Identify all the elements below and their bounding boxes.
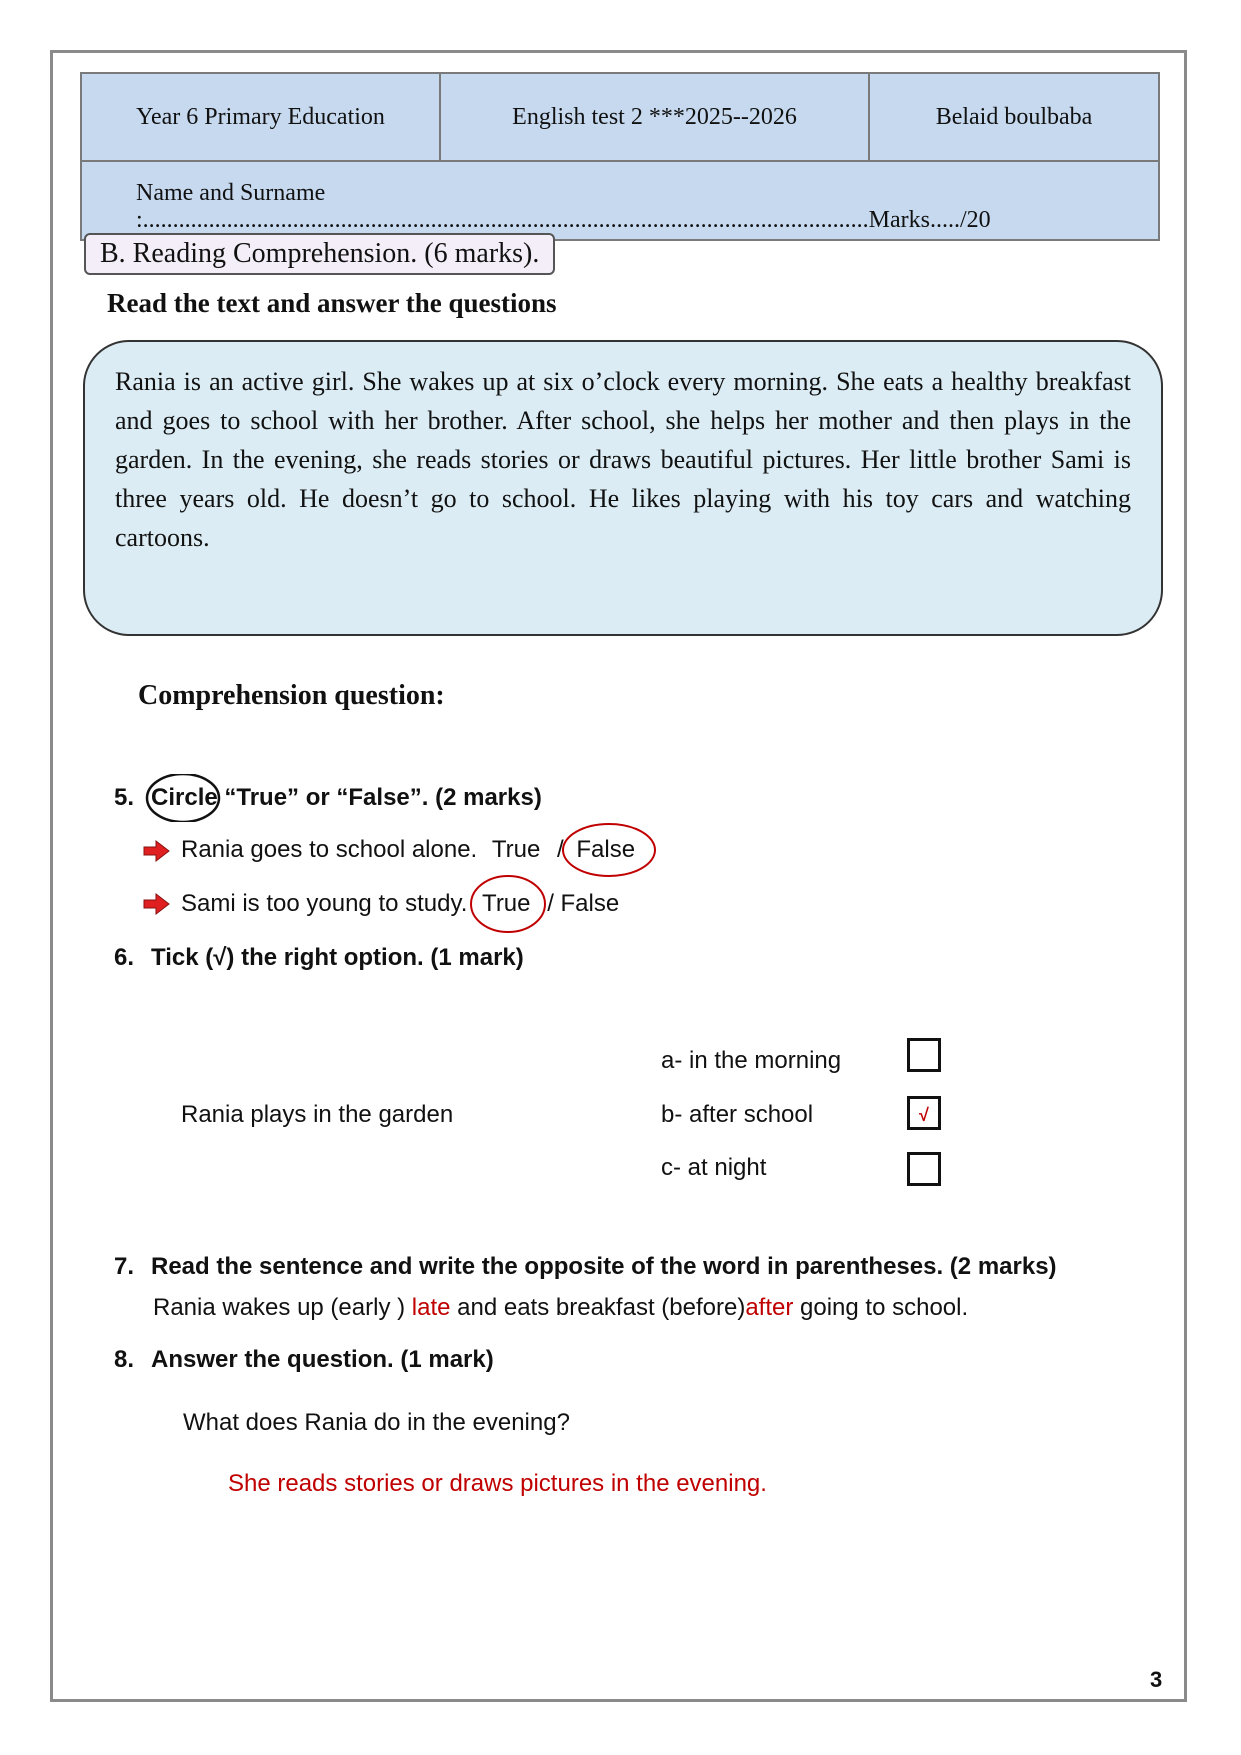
section-title: B. Reading Comprehension. (6 marks). [84, 233, 555, 275]
test-title-cell: English test 2 ***2025--2026 [440, 73, 869, 161]
q7-sentence [153, 1294, 968, 1322]
question-6-number: 6. [114, 944, 135, 971]
q6-option-c: c- at night [661, 1154, 767, 1181]
red-circle-mark [560, 822, 658, 878]
comprehension-title: Comprehension question: [138, 680, 445, 711]
question-6 [114, 944, 524, 972]
grade-cell: Year 6 Primary Education [81, 73, 440, 161]
q5-item-1-sentence: Rania goes to school alone. [181, 836, 478, 863]
teacher-cell: Belaid boulbaba [869, 73, 1159, 161]
q7-part-1: Rania wakes up (early ) [153, 1294, 412, 1321]
reading-text-box [83, 340, 1163, 636]
arrow-bullet-icon [142, 893, 170, 915]
q8-answer[interactable]: She reads stories or draws pictures in the evening. [228, 1470, 767, 1497]
red-circle-mark [468, 874, 550, 934]
q7-answer-1[interactable]: late [411, 1294, 451, 1321]
q5-item-2-false[interactable]: / False [547, 890, 620, 917]
q5-item-1-true[interactable]: True [491, 836, 541, 863]
q6-checkbox-c[interactable] [907, 1152, 941, 1186]
q5-item-1-false-circled[interactable]: False [576, 836, 635, 864]
reading-text: Rania is an active girl. She wakes up at six o’clock every morning. She eats a healthy breakfast and goes to school with her brother. After school, she helps her mother and then plays in the garden. In the evening, she reads stories or draws beautiful pictures. Her little brother Sami is three years old. He doesn’t go to school. He likes playing with his toy cars and watching cartoons. [115, 367, 1131, 552]
question-7-number: 7. [114, 1253, 135, 1280]
page-number: 3 [1150, 1667, 1163, 1692]
q8-question: What does Rania do in the evening? [183, 1409, 570, 1436]
q5-item-2-true-circled[interactable]: True [482, 890, 530, 918]
black-circle-mark [145, 774, 231, 822]
circle-word: Circle [151, 784, 218, 812]
name-marks-field[interactable]: Name and Surname :.........................................................................................................................Marks...../20 [81, 161, 1159, 240]
question-7 [114, 1253, 1057, 1281]
question-6-text: Tick (√) the right option. (1 mark) [151, 944, 524, 971]
question-5-text: “True” or “False”. (2 marks) [217, 784, 542, 811]
q6-stem: Rania plays in the garden [181, 1101, 454, 1128]
q6-checkbox-b[interactable] [907, 1096, 941, 1130]
question-5-number: 5. [114, 784, 135, 811]
question-8-number: 8. [114, 1346, 135, 1373]
header-table [80, 72, 1160, 241]
q5-item-1 [181, 836, 635, 864]
q6-checkbox-a[interactable] [907, 1038, 941, 1072]
q7-part-3: going to school. [793, 1294, 969, 1321]
question-8-text: Answer the question. (1 mark) [151, 1346, 494, 1373]
q5-item-2-sentence: Sami is too young to study. [181, 890, 468, 917]
reading-instruction: Read the text and answer the questions [107, 288, 557, 318]
q7-answer-2[interactable]: after [745, 1294, 794, 1321]
tick-mark-icon: √ [919, 1105, 929, 1125]
question-7-text: Read the sentence and write the opposite of the word in parentheses. (2 marks) [151, 1253, 1057, 1280]
question-5 [114, 784, 542, 812]
q6-option-a: a- in the morning [661, 1047, 842, 1074]
question-8 [114, 1346, 494, 1374]
q5-item-2 [181, 890, 619, 918]
q6-option-b: b- after school [661, 1101, 814, 1128]
q5-item-1-separator: / [557, 836, 564, 863]
arrow-bullet-icon [142, 840, 170, 862]
q7-part-2: and eats breakfast (before) [450, 1294, 746, 1321]
